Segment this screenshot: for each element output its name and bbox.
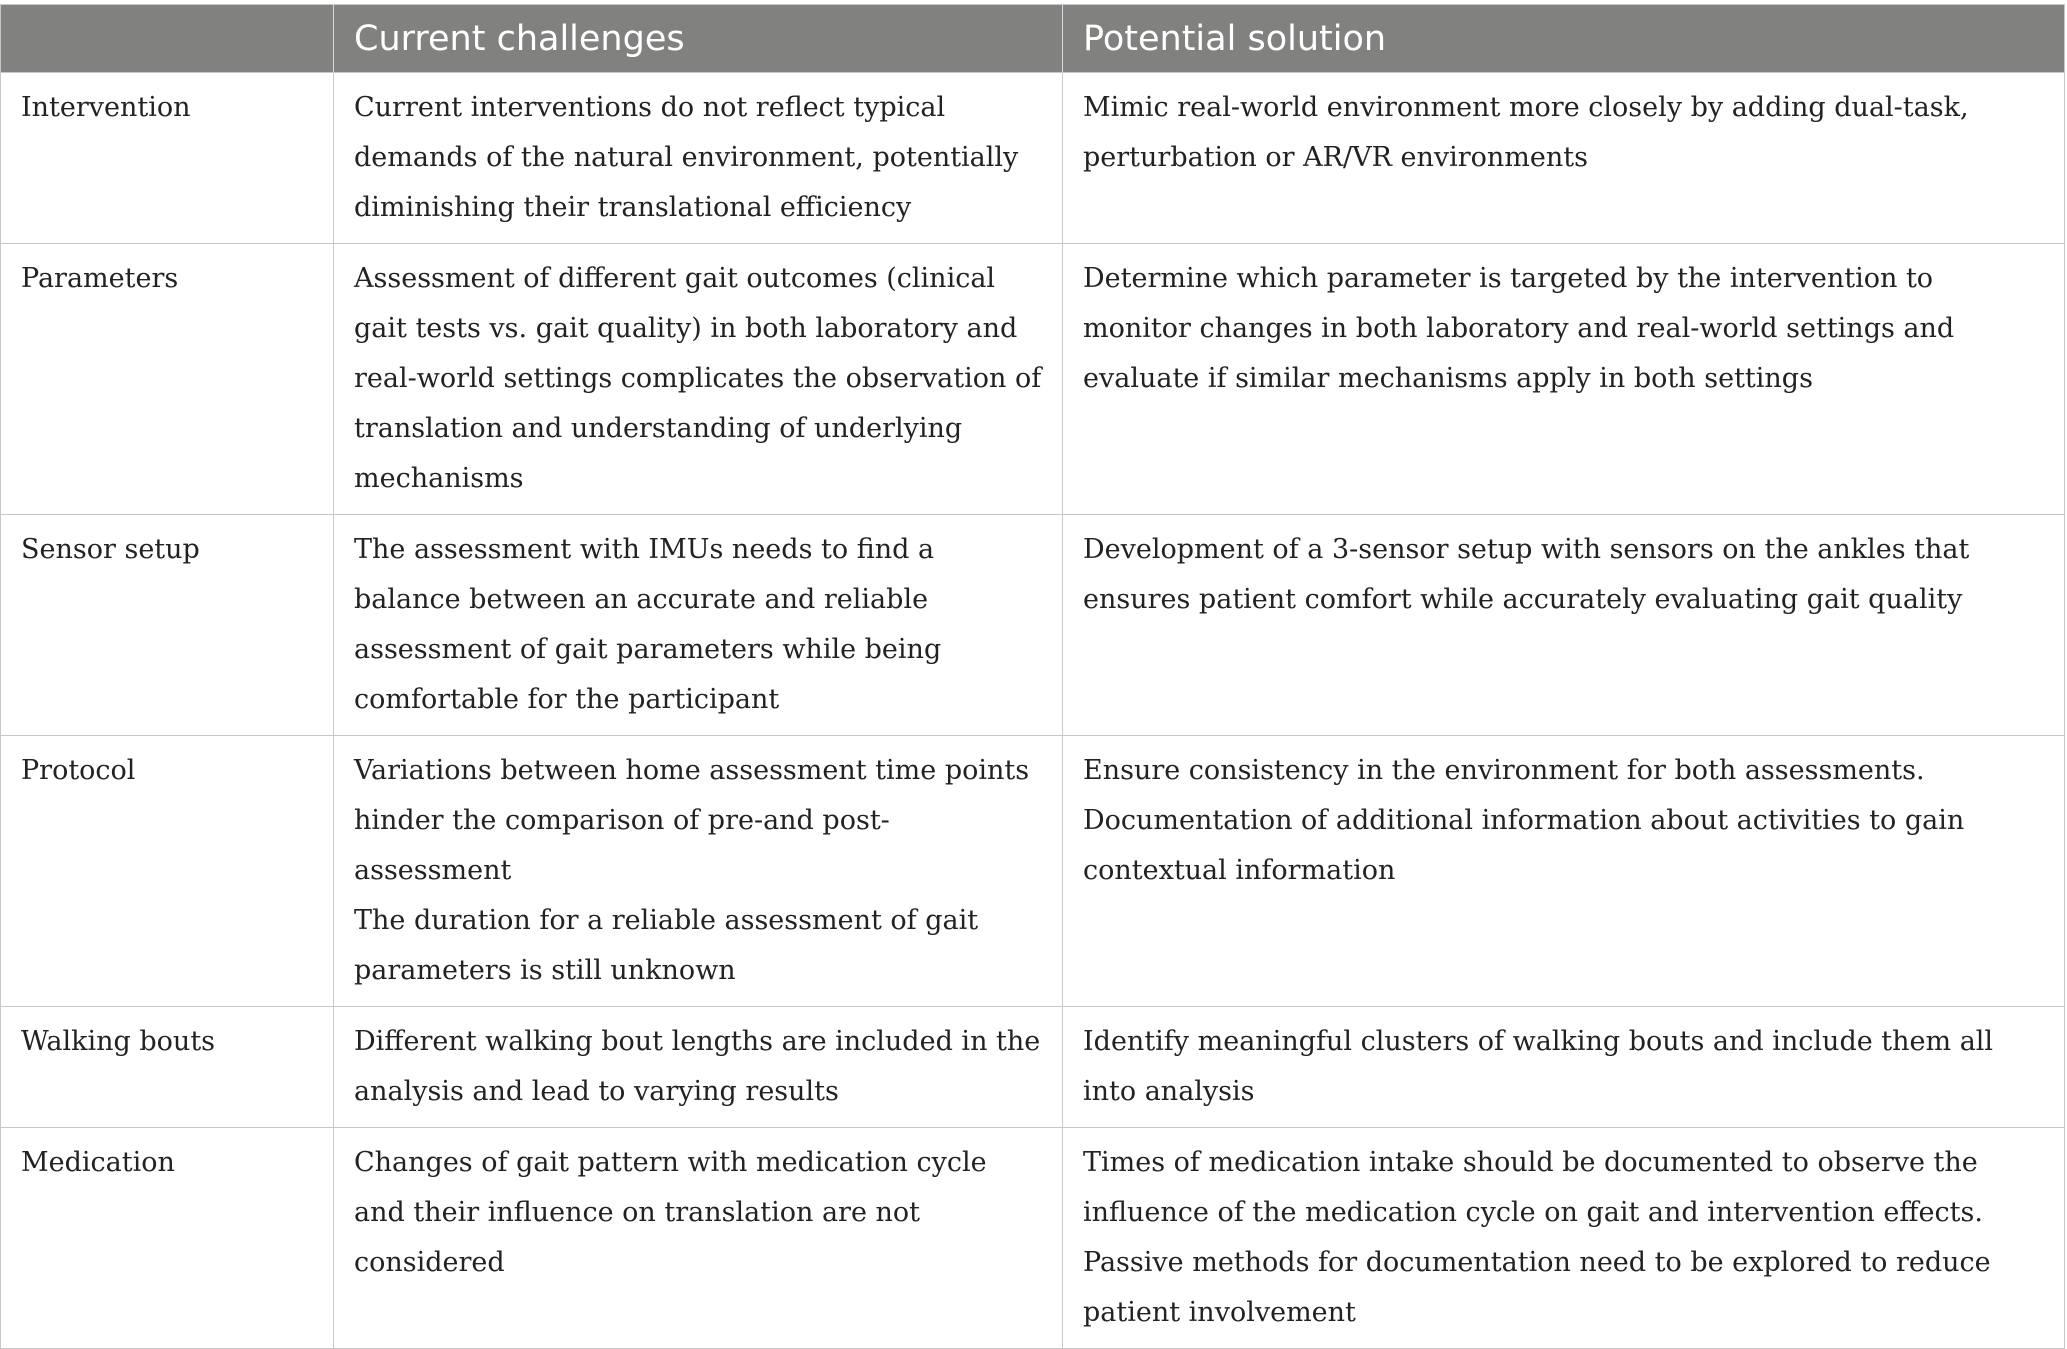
challenge-text: The assessment with IMUs needs to find a balance between an accurate and reliable assessment of gait parameters while being comfortable for the participant	[354, 534, 942, 715]
challenge-cell	[334, 1128, 1063, 1349]
solution-cell: Ensure consistency in the environment for both assessments. Documentation of additional information about activities to gain contextual information	[1063, 736, 2065, 1007]
row-label: Protocol	[1, 736, 334, 1007]
solution-cell: Determine which parameter is targeted by the intervention to monitor changes in both laboratory and real-world settings and evaluate if similar mechanisms apply in both settings	[1063, 244, 2065, 515]
table-row	[1, 515, 2065, 736]
table-header-row	[1, 5, 2065, 73]
row-label: Intervention	[1, 73, 334, 244]
challenge-text: Variations between home assessment time points hinder the comparison of pre-and post-assessment	[354, 755, 1030, 886]
table-row	[1, 244, 2065, 515]
table-row	[1, 1128, 2065, 1349]
solution-cell: Mimic real-world environment more closely by adding dual-task, perturbation or AR/VR environments	[1063, 73, 2065, 244]
challenge-text: Assessment of different gait outcomes (clinical gait tests vs. gait quality) in both laboratory and real-world settings complicates the observation of translation and understanding of underlying mechanisms	[354, 263, 1042, 494]
challenge-text: Different walking bout lengths are included in the analysis and lead to varying results	[354, 1026, 1041, 1107]
solution-cell: Times of medication intake should be documented to observe the influence of the medication cycle on gait and intervention effects. Passive methods for documentation need to be explored to reduce patient involvement	[1063, 1128, 2065, 1349]
challenge-cell	[334, 1007, 1063, 1128]
challenge-cell	[334, 736, 1063, 1007]
row-label: Walking bouts	[1, 1007, 334, 1128]
solution-cell: Development of a 3-sensor setup with sensors on the ankles that ensures patient comfort while accurately evaluating gait quality	[1063, 515, 2065, 736]
row-label: Sensor setup	[1, 515, 334, 736]
challenge-cell	[334, 73, 1063, 244]
row-label: Medication	[1, 1128, 334, 1349]
challenge-cell	[334, 515, 1063, 736]
header-category	[1, 5, 334, 73]
challenges-solutions-table	[0, 4, 2065, 1349]
header-potential-solution: Potential solution	[1063, 5, 2065, 73]
challenge-text: Current interventions do not reflect typical demands of the natural environment, potentially diminishing their translational efficiency	[354, 92, 1019, 223]
challenge-text: Changes of gait pattern with medication cycle and their influence on translation are not considered	[354, 1147, 987, 1278]
header-current-challenges: Current challenges	[334, 5, 1063, 73]
row-label: Parameters	[1, 244, 334, 515]
solution-cell: Identify meaningful clusters of walking bouts and include them all into analysis	[1063, 1007, 2065, 1128]
table-row	[1, 73, 2065, 244]
table-row	[1, 1007, 2065, 1128]
challenges-table-container	[0, 4, 2067, 1349]
challenge-cell	[334, 244, 1063, 515]
challenge-text: The duration for a reliable assessment of gait parameters is still unknown	[354, 905, 979, 986]
table-row	[1, 736, 2065, 1007]
